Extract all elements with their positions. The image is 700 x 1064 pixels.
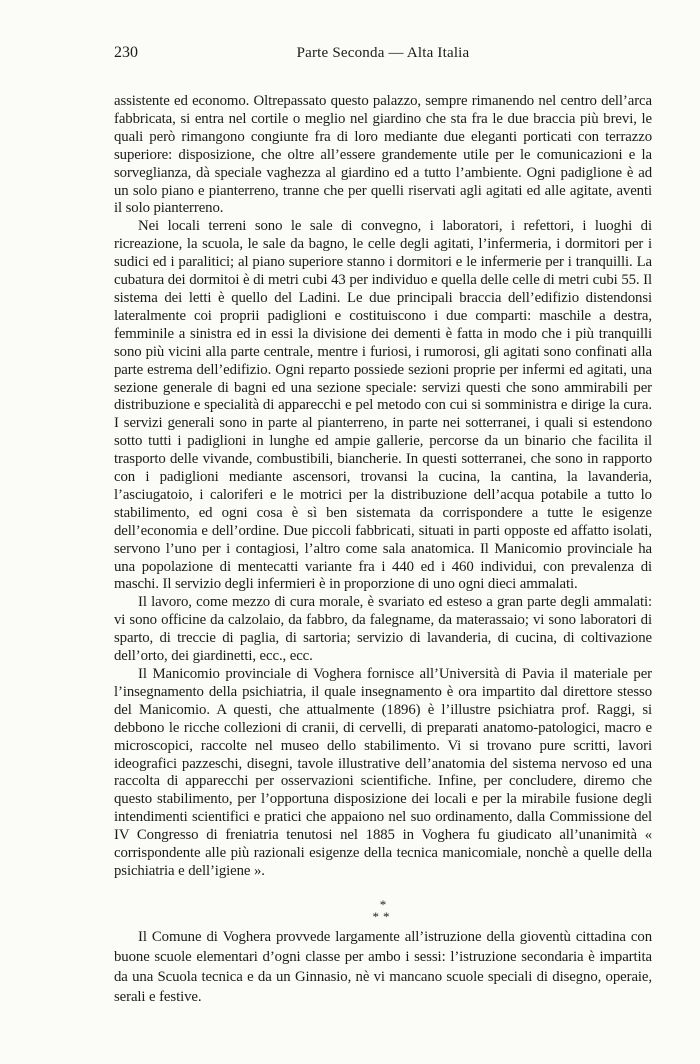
page-number: 230: [114, 44, 138, 61]
running-title: Parte Seconda — Alta Italia: [296, 45, 470, 61]
paragraph-locali-terreni: Nei locali terreni sono le sale di convegno, i laboratori, i refettori, i luoghi di ricreazione, la scuola, le sale da bagno, le celle degli agitati, l’infermeria, i dormitori per i sudici ed i paralitici; al piano superiore stanno i dormitori e le infermerie per i tranquilli. La cubatura dei dormitoi è di metri cubi 43 per individuo e quella delle celle di metri cubi 55. Il sistema dei letti è quello del Ladini. Le due principali braccia dell’edifizio distendonsi lateralmente coi proprii padiglioni e costituiscono i due comparti: maschile a destra, femminile a sinistra ed in essi la divisione dei dementi è fatta in modo che i più tranquilli sono più vicini alla parte centrale, mentre i furiosi, i rumorosi, gli agitati sono confinati alla parte estrema dell’edifizio. Ogni reparto possiede sezioni proprie per infermi ed agitati, una sezione generale di bagni ed una sezione speciale: servizi questi che sono ammirabili per distribuzione e specialità di apparecchi e pel metodo con cui si somministra e dirige la cura. I servizi generali sono in parte al pianterreno, in parte nei sotterranei, i quali si estendono sotto tutti i padiglioni in lunghe ed ampie gallerie, percorse da un binario che facilita il trasporto delle vivande, combustibili, biancherie. In questi sotterranei, che sono in rapporto con i padiglioni mediante ascensori, trovansi la cucina, la cantina, la lavanderia, l’asciugatoio, i caloriferi e le motrici per la distribuzione dell’acqua potabile a tutto lo stabilimento, ed ogni cosa è sì ben sistemata da corrispondere a tutte le esigenze dell’economia e dell’ordine. Due piccoli fabbricati, situati in parti opposte ed affatto isolati, servono l’uno per i contagiosi, l’altro come sala anatomica. Il Manicomio provinciale ha una popolazione di mentecatti variante fra i 440 ed i 460 individui, con prevalenza di maschi. Il servizio degli infermieri è in proporzione di uno ogni dieci ammalati.: [114, 218, 652, 593]
page-body: [114, 93, 652, 1007]
paragraph-universita: Il Manicomio provinciale di Voghera fornisce all’Università di Pavia il materiale per l’insegnamento della psichiatria, il quale insegnamento è ora impartito dal direttore stesso del Manicomio. A questi, che attualmente (1896) è l’illustre psichiatra prof. Raggi, si debbono le ricche collezioni di cranii, di cervelli, di preparati anatomo-patologici, macro e microscopici, raccolte nel museo dello stabilimento. Vi si trovano pure scritti, lavori ideografici pazzeschi, disegni, tavole illustrative dell’anatomia del sistema nervoso ed una raccolta di apparecchi per osservazioni scientifiche. Infine, per concludere, diremo che questo stabilimento, per l’opportuna disposizione dei locali e per la mirabile fusione degli intendimenti scientifici e pratici che appaiono nel suo ordinamento, dalla Commissione del IV Congresso di freniatria tenutosi nel 1885 in Voghera fu giudicato all’unanimità « corrispondente alle più razionali esigenze della tecnica manicomiale, nonchè a quelle della psichiatria e dell’igiene ».: [114, 666, 652, 879]
paragraph-istruzione: Il Comune di Voghera provvede largamente all’istruzione della gioventù cittadina con buone scuole elementari d’ogni classe per ambo i sessi: l’istruzione secondaria è impartita da una Scuola tecnica e da un Ginnasio, nè vi mancano scuole speciali di disegno, operaie, serali e festive.: [114, 928, 652, 1005]
section-separator: [114, 896, 652, 924]
paragraph-lavoro: Il lavoro, come mezzo di cura morale, è svariato ed esteso a gran parte degli ammalati: vi sono officine da calzolaio, da fabbro, da falegname, da materassaio; vi sono laboratori di sparto, di treccie di paglia, di sartoria; servizio di lavanderia, di cucina, di coltivazione dell’orto, dei giardinetti, ecc., ecc.: [114, 594, 652, 665]
separator-top-star: *: [379, 896, 387, 912]
running-head: [114, 42, 652, 64]
separator-bottom-stars: **: [372, 908, 394, 924]
paragraph-continuation: assistente ed economo. Oltrepassato questo palazzo, sempre rimanendo nel centro dell’arca fabbricata, si entra nel cortile o meglio nel giardino che sta fra le due braccia più brevi, le quali però rimangono congiunte fra di loro mediante due eleganti porticati con terrazzo superiore: disposizione, che oltre all’essere grandemente utile per le comunicazioni e la sorveglianza, dà speciale vaghezza al giardino ed a tutto l’ambiente. Ogni padiglione è ad un solo piano e pianterreno, tranne che per quelli riservati agli agitati ed alle agitate, aventi il solo pianterreno.: [114, 93, 652, 217]
